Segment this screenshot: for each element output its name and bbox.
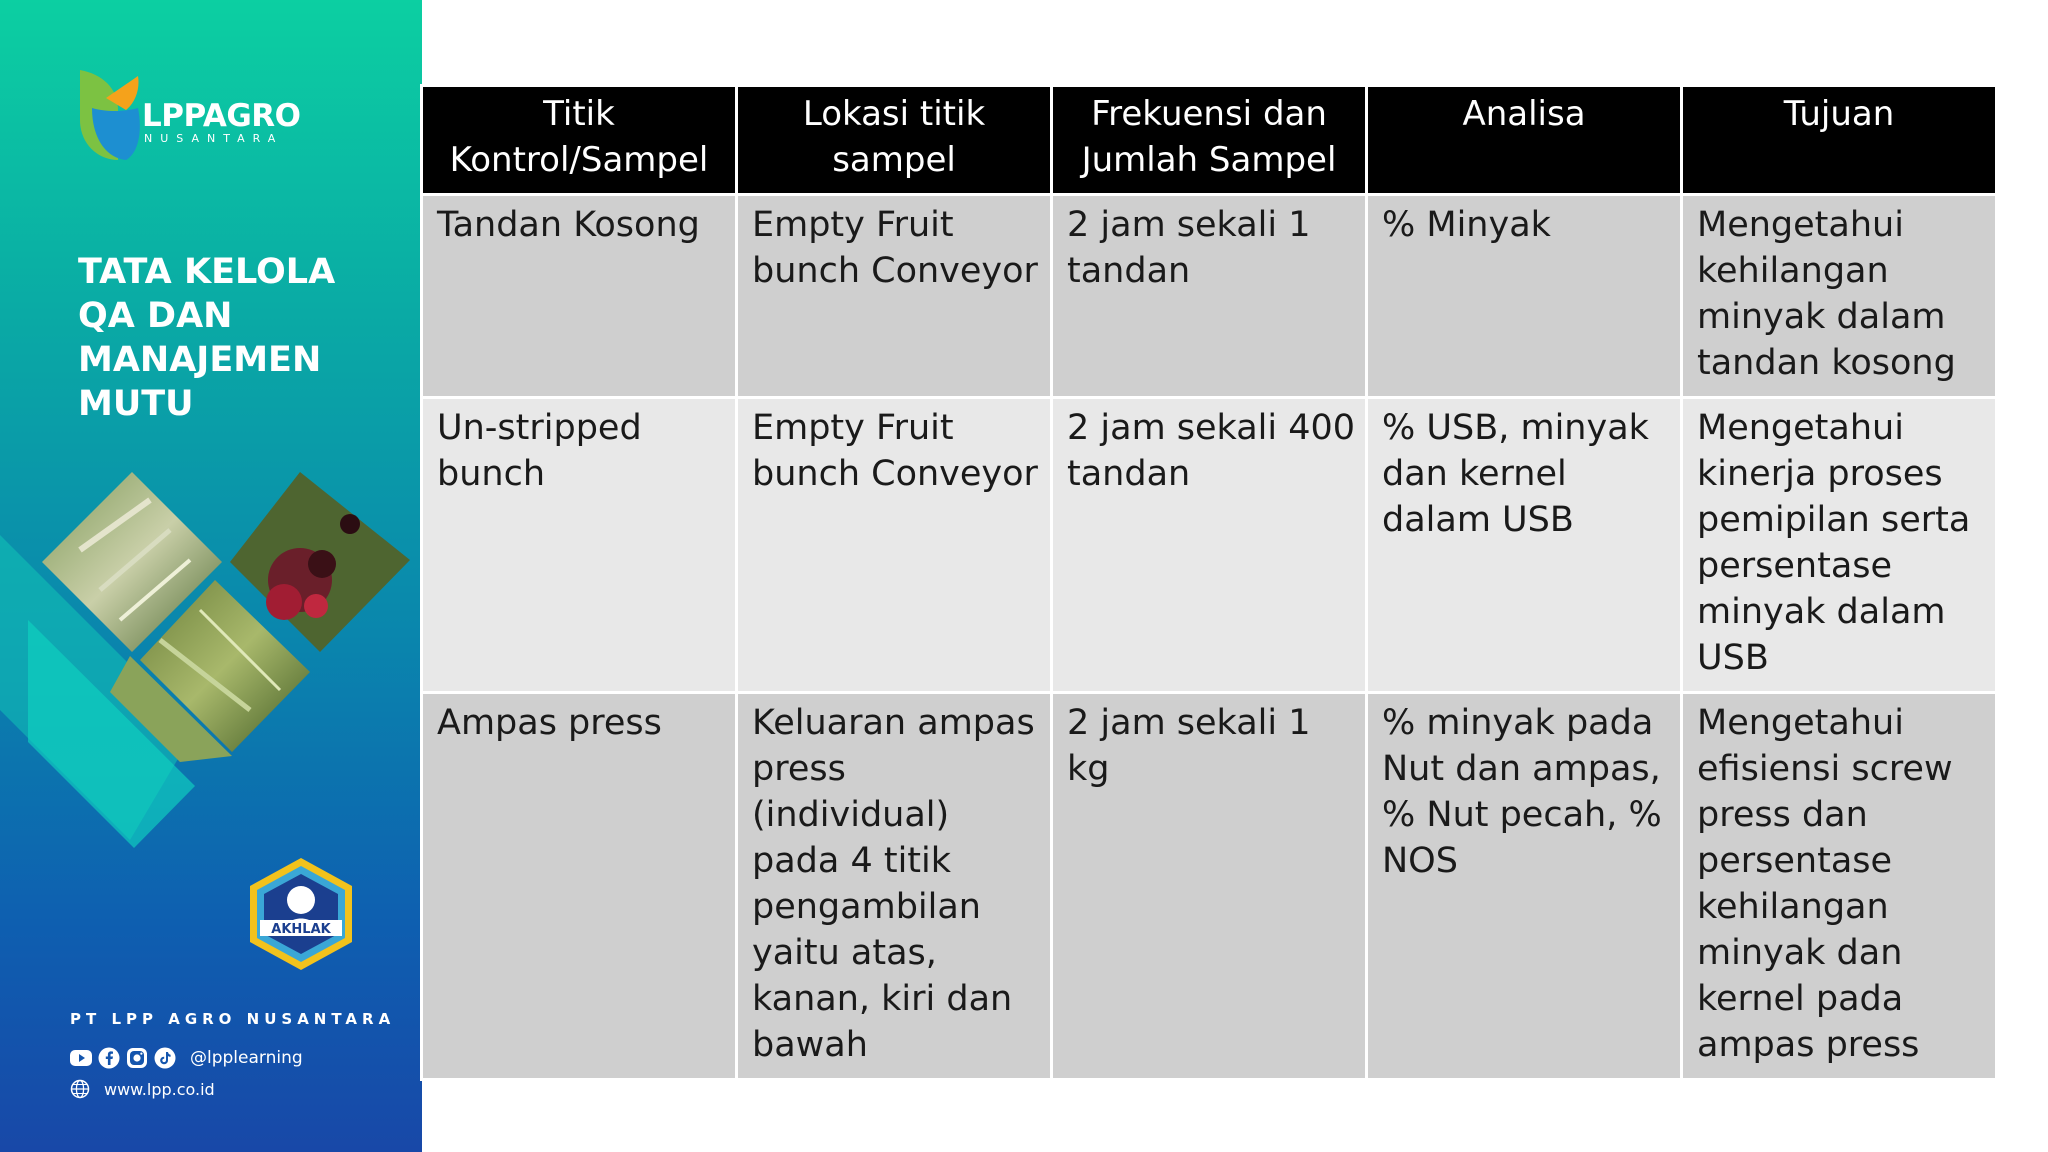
table-cell: 2 jam sekali 1 tandan (1052, 195, 1367, 398)
instagram-icon[interactable] (126, 1047, 148, 1069)
sampling-table (420, 84, 1998, 1081)
page-title: TATA KELOLA QA DAN MANAJEMEN MUTU (78, 252, 336, 424)
logo-name: LPPAGRO (142, 98, 301, 134)
table-cell: Empty Fruit bunch Conveyor (737, 398, 1052, 693)
akhlak-badge (246, 856, 356, 972)
table-row (422, 693, 1997, 1080)
header-tujuan: Tujuan (1682, 86, 1997, 195)
table-cell: % minyak pada Nut dan ampas, % Nut pecah, % NOS (1367, 693, 1682, 1080)
logo-leaf-icon (76, 68, 146, 164)
plantation-photo-mosaic (0, 460, 422, 860)
table-cell: 2 jam sekali 400 tandan (1052, 398, 1367, 693)
table-cell: Mengetahui kehilangan minyak dalam tandan kosong (1682, 195, 1997, 398)
youtube-icon[interactable] (70, 1047, 92, 1069)
website-url[interactable]: www.lpp.co.id (104, 1079, 215, 1099)
header-frekuensi: Frekuensi dan Jumlah Sampel (1052, 86, 1367, 195)
table-cell: Mengetahui efisiensi screw press dan persentase kehilangan minyak dan kernel pada ampas press (1682, 693, 1997, 1080)
table-row (422, 398, 1997, 693)
logo-subtitle: NUSANTARA (144, 132, 284, 145)
table-cell: 2 jam sekali 1 kg (1052, 693, 1367, 1080)
table-cell: Empty Fruit bunch Conveyor (737, 195, 1052, 398)
table-cell: Tandan Kosong (422, 195, 737, 398)
table-header-row (422, 86, 1997, 195)
table-cell: Ampas press (422, 693, 737, 1080)
sidebar (0, 0, 422, 1152)
facebook-icon[interactable] (98, 1047, 120, 1069)
header-analisa: Analisa (1367, 86, 1682, 195)
globe-icon (70, 1079, 90, 1099)
tiktok-icon[interactable] (154, 1047, 176, 1069)
social-links (70, 1046, 303, 1070)
table-cell: Mengetahui kinerja proses pemipilan serta persentase minyak dalam USB (1682, 398, 1997, 693)
website-link[interactable] (70, 1077, 215, 1101)
table-row (422, 195, 1997, 398)
table-cell: % USB, minyak dan kernel dalam USB (1367, 398, 1682, 693)
company-name: PT LPP AGRO NUSANTARA (70, 1010, 396, 1028)
social-handle[interactable]: @lpplearning (190, 1048, 303, 1068)
header-lokasi: Lokasi titik sampel (737, 86, 1052, 195)
company-logo (76, 68, 316, 164)
table-cell: Un-stripped bunch (422, 398, 737, 693)
table-cell: % Minyak (1367, 195, 1682, 398)
badge-label: AKHLAK (271, 922, 331, 937)
header-titik-kontrol: Titik Kontrol/Sampel (422, 86, 737, 195)
table-cell: Keluaran ampas press (individual) pada 4 titik pengambilan yaitu atas, kanan, kiri dan bawah (737, 693, 1052, 1080)
